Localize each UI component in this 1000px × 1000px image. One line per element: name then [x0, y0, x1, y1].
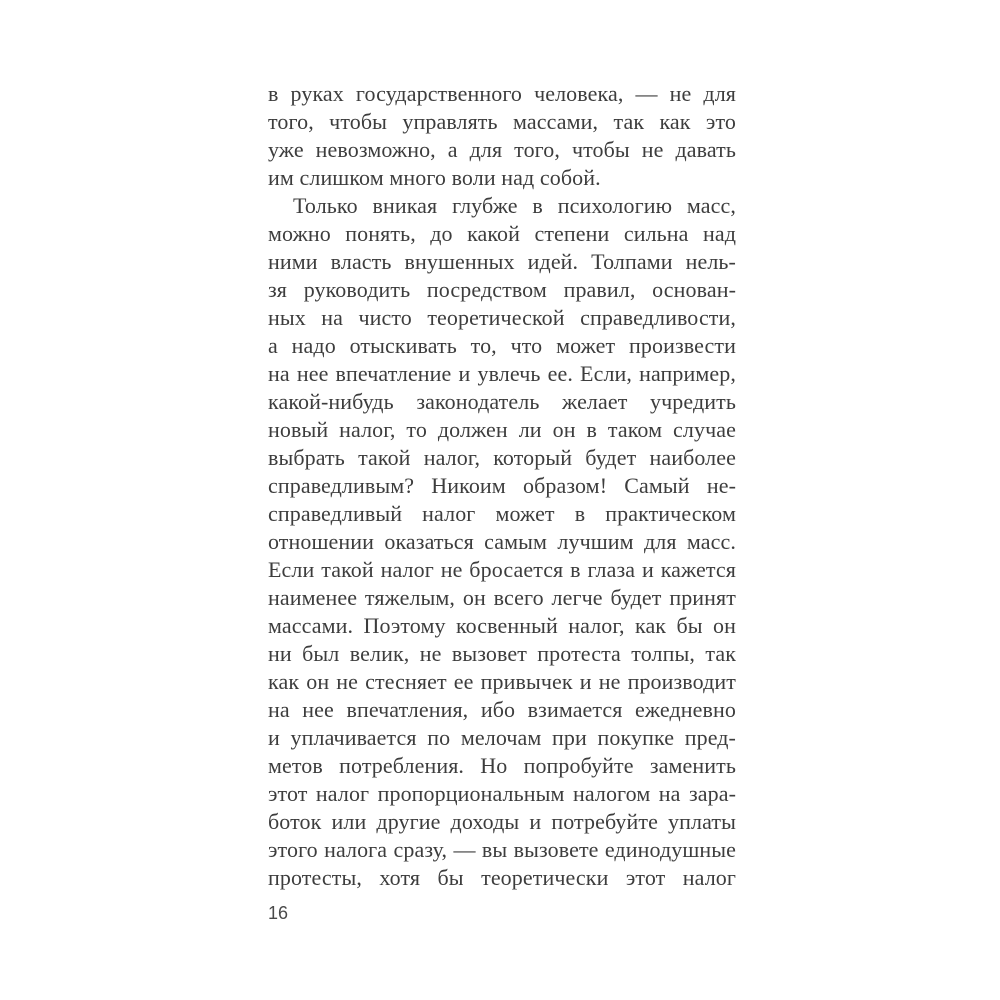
- text-line: зя руководить посредством правил, основан-: [268, 277, 736, 302]
- text-line: боток или другие доходы и потребуйте уплаты: [268, 809, 736, 834]
- text-line: в руках государственного человека, — не для: [268, 81, 736, 106]
- text-line: ных на чисто теоретической справедливости,: [268, 305, 736, 330]
- text-line: того, чтобы управлять массами, так как это: [268, 109, 736, 134]
- paragraph: [268, 192, 736, 892]
- text-line: можно понять, до какой степени сильна над: [268, 221, 736, 246]
- text-line: массами. Поэтому косвенный налог, как бы он: [268, 613, 736, 638]
- text-line: справедливым? Никоим образом! Самый не-: [268, 473, 736, 498]
- text-line: как он не стесняет ее привычек и не производит: [268, 669, 736, 694]
- text-line: выбрать такой налог, который будет наиболее: [268, 445, 736, 470]
- text-line: на нее впечатления, ибо взимается ежедневно: [268, 697, 736, 722]
- text-line: ними власть внушенных идей. Толпами нель-: [268, 249, 736, 274]
- text-line: ни был велик, не вызовет протеста толпы, так: [268, 641, 736, 666]
- text-line: им слишком много воли над собой.: [268, 165, 601, 190]
- page-text-block: [268, 80, 736, 892]
- text-line: наименее тяжелым, он всего легче будет принят: [268, 585, 736, 610]
- text-line: отношении оказаться самым лучшим для масс.: [268, 529, 736, 554]
- text-line: уже невозможно, а для того, чтобы не давать: [268, 137, 736, 162]
- text-line: справедливый налог может в практическом: [268, 501, 736, 526]
- text-line: какой-нибудь законодатель желает учредить: [268, 389, 736, 414]
- text-line: этого налога сразу, — вы вызовете единодушные: [268, 837, 736, 862]
- paragraph: [268, 80, 736, 192]
- text-line: а надо отыскивать то, что может произвести: [268, 333, 736, 358]
- text-line: новый налог, то должен ли он в таком случае: [268, 417, 736, 442]
- text-line: этот налог пропорциональным налогом на зара-: [268, 781, 736, 806]
- text-line: на нее впечатление и увлечь ее. Если, например,: [268, 361, 736, 386]
- page-number: 16: [268, 903, 289, 923]
- text-line: и уплачивается по мелочам при покупке пред-: [268, 725, 736, 750]
- text-line: протесты, хотя бы теоретически этот налог: [268, 865, 736, 890]
- text-line: Если такой налог не бросается в глаза и кажется: [268, 557, 736, 582]
- text-line: метов потребления. Но попробуйте заменить: [268, 753, 736, 778]
- text-line: Только вникая глубже в психологию масс,: [293, 193, 736, 218]
